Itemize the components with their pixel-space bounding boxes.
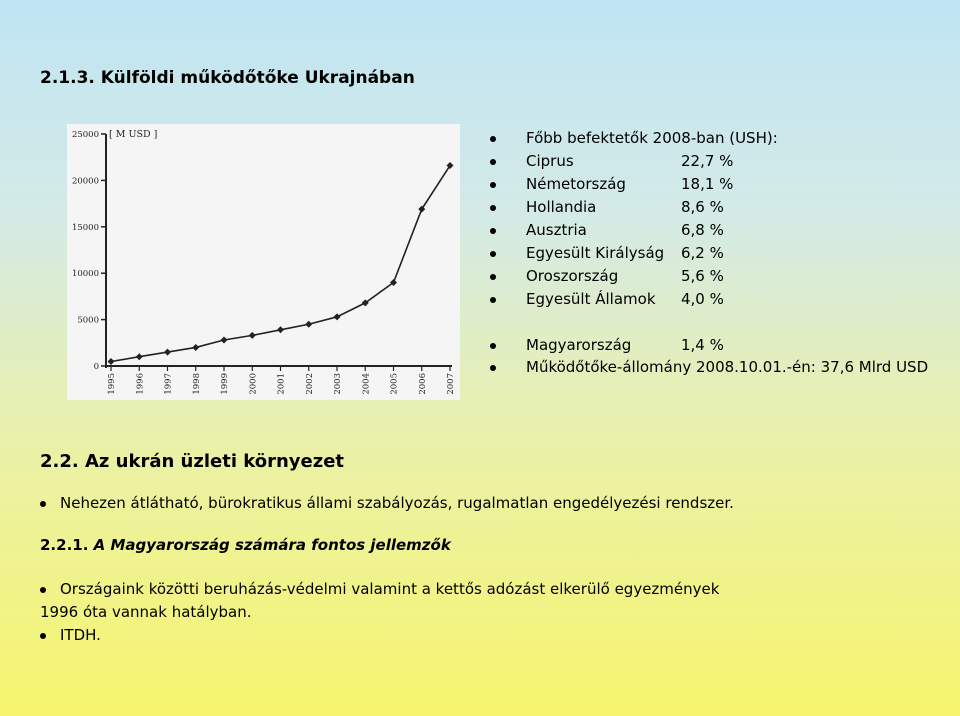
investor-list bbox=[490, 127, 778, 311]
section-heading-text: A Magyarország számára fontos jellemzők bbox=[93, 536, 451, 554]
investor-value: 6,2 % bbox=[681, 244, 724, 262]
hungary-list bbox=[490, 334, 930, 378]
investor-item bbox=[490, 219, 778, 242]
investor-value: 22,7 % bbox=[681, 152, 734, 170]
hungary-value: 1,4 % bbox=[681, 336, 724, 354]
y-tick-label: 15000 bbox=[71, 222, 99, 233]
y-tick-label: 5000 bbox=[77, 315, 99, 326]
business-environment-item: Nehezen átlátható, bürokratikus állami szabályozás, rugalmatlan engedélyezési rendszer. bbox=[40, 492, 920, 515]
fdi-stock-item: Működőtőke-állomány 2008.10.01.-én: 37,6 Mlrd USD bbox=[490, 356, 930, 378]
business-environment-list bbox=[40, 492, 920, 515]
investor-value: 6,8 % bbox=[681, 221, 724, 239]
investor-name: Egyesült Államok bbox=[526, 290, 656, 308]
x-tick-label: 2007 bbox=[446, 373, 456, 395]
x-tick-label: 2006 bbox=[417, 373, 428, 395]
x-tick-label: 2002 bbox=[304, 373, 315, 395]
x-tick-label: 2004 bbox=[361, 373, 372, 395]
section-heading-business-environment: 2.2. Az ukrán üzleti környezet bbox=[40, 451, 345, 472]
data-point bbox=[108, 358, 115, 365]
y-tick-label: 0 bbox=[93, 362, 99, 372]
investor-name: Oroszország bbox=[526, 267, 619, 285]
investor-name: Egyesült Királyság bbox=[526, 244, 665, 262]
data-point bbox=[164, 349, 171, 356]
hungary-features-list bbox=[40, 578, 920, 647]
data-point bbox=[192, 344, 199, 351]
itdh-item: ITDH. bbox=[40, 624, 920, 647]
fdi-chart-svg bbox=[67, 124, 460, 400]
y-tick-label: 20000 bbox=[71, 176, 99, 187]
x-tick-label: 2001 bbox=[276, 373, 287, 395]
investor-item bbox=[490, 288, 778, 311]
investor-name: Hollandia bbox=[526, 198, 597, 216]
data-point bbox=[305, 321, 312, 328]
x-tick-label: 1998 bbox=[191, 373, 202, 395]
hungary-name: Magyarország bbox=[526, 336, 632, 354]
page-title: 2.1.3. Külföldi működőtőke Ukrajnában bbox=[40, 68, 415, 88]
data-point bbox=[249, 332, 256, 339]
data-point bbox=[136, 353, 143, 360]
investor-heading: Főbb befektetők 2008-ban (USH): bbox=[490, 127, 778, 150]
data-point bbox=[334, 313, 341, 320]
hungary-item bbox=[490, 334, 930, 356]
investor-value: 5,6 % bbox=[681, 267, 724, 285]
treaty-item-continuation: 1996 óta vannak hatályban. bbox=[40, 603, 252, 621]
investor-value: 4,0 % bbox=[681, 290, 724, 308]
y-tick-label: 10000 bbox=[71, 269, 99, 280]
investor-item bbox=[490, 265, 778, 288]
y-tick-label: 25000 bbox=[71, 130, 99, 140]
treaty-item: Országaink közötti beruházás-védelmi valamint a kettős adózást elkerülő egyezmények bbox=[40, 578, 920, 601]
data-point bbox=[277, 326, 284, 333]
investor-value: 8,6 % bbox=[681, 198, 724, 216]
section-heading-hungary-features bbox=[40, 536, 451, 554]
investor-item bbox=[490, 150, 778, 173]
x-tick-label: 1997 bbox=[163, 373, 174, 395]
x-tick-label: 1995 bbox=[107, 373, 117, 395]
investor-value: 18,1 % bbox=[681, 175, 734, 193]
fdi-chart bbox=[67, 124, 460, 400]
unit-label: [ M USD ] bbox=[109, 129, 158, 140]
x-tick-label: 1999 bbox=[220, 373, 230, 395]
section-number: 2.2.1. bbox=[40, 536, 89, 554]
x-tick-label: 2003 bbox=[333, 373, 343, 395]
investor-item bbox=[490, 196, 778, 219]
x-tick-label: 2005 bbox=[389, 373, 400, 395]
investor-item bbox=[490, 242, 778, 265]
investor-name: Németország bbox=[526, 175, 626, 193]
x-tick-label: 2000 bbox=[248, 373, 259, 395]
investor-name: Ciprus bbox=[526, 152, 574, 170]
investor-name: Ausztria bbox=[526, 221, 587, 239]
x-tick-label: 1996 bbox=[135, 373, 146, 395]
data-point bbox=[221, 337, 228, 344]
investor-item bbox=[490, 173, 778, 196]
